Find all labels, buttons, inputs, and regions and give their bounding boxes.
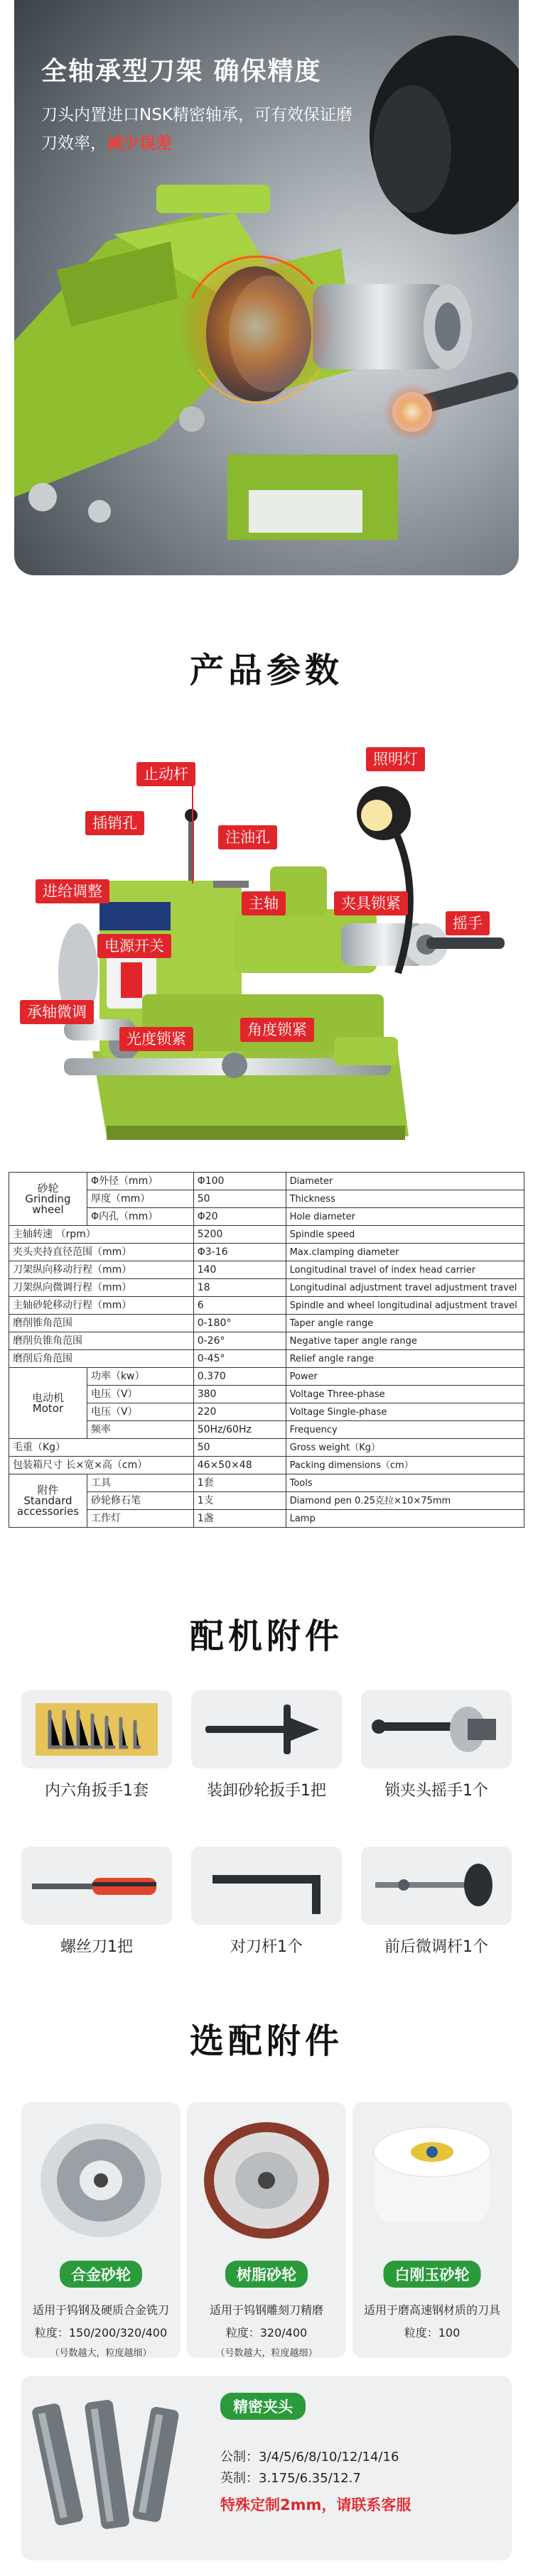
spec-value: 6 <box>193 1297 286 1315</box>
spec-value: 50 <box>193 1190 286 1208</box>
spec-value: 50 <box>193 1439 286 1457</box>
spec-value: 1套 <box>193 1474 286 1492</box>
hero-desc-highlight: 减少误差 <box>107 134 172 153</box>
spec-label: 刀架纵向移动行程（mm） <box>9 1261 194 1279</box>
spec-value: 140 <box>193 1261 286 1279</box>
optional-badge: 合金砂轮 <box>60 2261 142 2288</box>
callout-spindle: 主轴 <box>242 891 286 915</box>
spec-name: 工作灯 <box>87 1510 193 1528</box>
spec-name: 电压（V） <box>87 1386 193 1403</box>
spec-en: Diamond pen 0.25克拉×10×75mm <box>286 1492 524 1510</box>
spec-label: 磨削锥角范围 <box>9 1315 194 1332</box>
table-row <box>9 1261 524 1279</box>
spec-label: 磨削后角范围 <box>9 1350 194 1368</box>
spec-table <box>9 1172 524 1528</box>
spec-en: Thickness <box>286 1190 524 1208</box>
spec-name: 厚度（mm） <box>87 1190 193 1208</box>
spec-value: Φ20 <box>193 1208 286 1226</box>
collet-imperial: 英制：3.175/6.35/12.7 <box>220 2471 361 2486</box>
callout-crank: 摇手 <box>446 911 490 935</box>
spec-value: 5200 <box>193 1226 286 1244</box>
table-row <box>9 1332 524 1350</box>
spec-value: 380 <box>193 1386 286 1403</box>
accessory-label: 对刀杆1个 <box>230 1938 303 1956</box>
spec-name: 砂轮修石笔 <box>87 1492 193 1510</box>
table-row <box>9 1439 524 1457</box>
table-row <box>9 1297 524 1315</box>
spec-label: 刀架纵向微调行程（mm） <box>9 1279 194 1297</box>
optional-note: （号数越大，粒度越细） <box>50 2348 152 2359</box>
spec-value: 0.370 <box>193 1368 286 1386</box>
callout-power-switch: 电源开关 <box>97 934 171 958</box>
optional-card-alloy-wheel <box>21 2102 181 2358</box>
spec-en: Lamp <box>286 1510 524 1528</box>
spec-en: Relief angle range <box>286 1350 524 1368</box>
callout-pin-hole: 插销孔 <box>85 811 144 835</box>
spec-name: 电压（V） <box>87 1403 193 1421</box>
spec-value: 0-180° <box>193 1315 286 1332</box>
spec-name: 工具 <box>87 1474 193 1492</box>
table-row <box>9 1173 524 1190</box>
hero-description <box>41 101 354 158</box>
spec-value: Φ3-16 <box>193 1244 286 1261</box>
spec-category: 砂轮 Grinding wheel <box>9 1173 87 1226</box>
table-row <box>9 1315 524 1332</box>
optional-card-resin-wheel <box>187 2102 346 2358</box>
spec-name: Φ外径（mm） <box>87 1173 193 1190</box>
spec-en: Power <box>286 1368 524 1386</box>
spec-en: Gross weight（Kg） <box>286 1439 524 1457</box>
accessory-image-micro-rod <box>361 1847 512 1925</box>
spec-value: 46×50×48 <box>193 1457 286 1474</box>
spec-value: 220 <box>193 1403 286 1421</box>
table-row <box>9 1457 524 1474</box>
accessory-label: 前后微调杆1个 <box>384 1938 488 1956</box>
spec-label: 包装箱尺寸 长×宽×高（cm） <box>9 1457 194 1474</box>
hero-desc-main: 刀头内置进口NSK精密轴承，可有效保证磨刀效率， <box>41 106 352 153</box>
hex-wrench-icon <box>21 1690 172 1768</box>
spec-en: Frequency <box>286 1421 524 1439</box>
spec-category: 附件 Standard accessories <box>9 1474 87 1528</box>
table-row <box>9 1474 524 1492</box>
callout-feed-adjust: 进给调整 <box>36 879 109 903</box>
accessories-title: 配机附件 <box>189 1616 343 1656</box>
setting-rod-icon <box>191 1847 342 1925</box>
callout-oil-hole: 注油孔 <box>218 825 277 849</box>
accessory-image-chuck-crank <box>361 1690 512 1768</box>
spec-value: 1盏 <box>193 1510 286 1528</box>
spec-label: 主轴转速 （rpm） <box>9 1226 194 1244</box>
optional-badge: 树脂砂轮 <box>225 2261 308 2288</box>
optional-title: 选配附件 <box>189 2021 343 2061</box>
white-wheel-icon <box>352 2102 512 2244</box>
accessory-image-hex-wrench <box>21 1690 172 1768</box>
spec-label: 主轴砂轮移动行程（mm） <box>9 1297 194 1315</box>
spec-value: 1支 <box>193 1492 286 1510</box>
collet-badge: 精密夹头 <box>220 2393 306 2420</box>
spec-value: Φ100 <box>193 1173 286 1190</box>
table-row <box>9 1368 524 1386</box>
accessory-image-screwdriver <box>21 1847 172 1925</box>
hero-section <box>0 0 533 589</box>
spec-label: 磨削负锥角范围 <box>9 1332 194 1350</box>
optional-desc: 适用于钨钢及硬质合金铣刀 <box>32 2303 169 2317</box>
spec-label: 毛重（Kg） <box>9 1439 194 1457</box>
callout-chuck-lock: 夹具锁紧 <box>334 891 408 915</box>
optional-desc: 适用于磨高速钢材质的刀具 <box>363 2303 500 2317</box>
spec-en: Voltage Single-phase <box>286 1403 524 1421</box>
spec-en: Packing dimensions（cm） <box>286 1457 524 1474</box>
optional-grain: 粒度：150/200/320/400 <box>34 2326 168 2339</box>
table-row <box>9 1350 524 1368</box>
accessory-label: 内六角扳手1套 <box>45 1782 149 1800</box>
spec-en: Taper angle range <box>286 1315 524 1332</box>
spec-label: 夹头夹持直径范围（mm） <box>9 1244 194 1261</box>
spec-name: 功率（kw） <box>87 1368 193 1386</box>
table-row <box>9 1244 524 1261</box>
spec-en: Hole diameter <box>286 1208 524 1226</box>
optional-card-white-wheel <box>352 2102 512 2358</box>
callout-line <box>192 784 193 884</box>
callout-shaft-micro: 承轴微调 <box>20 1000 94 1024</box>
collet-metric: 公制：3/4/5/6/8/10/12/14/16 <box>220 2450 399 2464</box>
spec-en: Spindle and wheel longitudinal adjustment travel <box>286 1297 524 1315</box>
spec-en: Longitudinal travel of index head carrier <box>286 1261 524 1279</box>
collet-custom: 特殊定制2mm，请联系客服 <box>220 2496 411 2513</box>
grinder-machine-illustration <box>0 739 533 1165</box>
accessory-image-setting-rod <box>191 1847 342 1925</box>
callout-stop-lever: 止动杆 <box>136 762 195 786</box>
spec-en: Tools <box>286 1474 524 1492</box>
spec-en: Voltage Three-phase <box>286 1386 524 1403</box>
table-row <box>9 1279 524 1297</box>
spec-value: 0-26° <box>193 1332 286 1350</box>
spec-en: Spindle speed <box>286 1226 524 1244</box>
spec-en: Diameter <box>286 1173 524 1190</box>
screwdriver-icon <box>21 1847 172 1925</box>
optional-note: （号数越大，粒度越细） <box>215 2348 318 2359</box>
spec-value: 0-45° <box>193 1350 286 1368</box>
optional-badge: 白刚玉砂轮 <box>384 2261 481 2288</box>
callout-rod-lock: 光度锁紧 <box>119 1027 193 1051</box>
params-title: 产品参数 <box>189 651 343 690</box>
optional-desc: 适用于钨钢雕刻刀精磨 <box>209 2303 323 2317</box>
accessory-label: 锁夹头摇手1个 <box>384 1782 488 1800</box>
table-row <box>9 1226 524 1244</box>
callout-lamp: 照明灯 <box>366 747 425 771</box>
spec-value: 18 <box>193 1279 286 1297</box>
wheel-wrench-icon <box>191 1690 342 1768</box>
callout-angle-lock: 角度锁紧 <box>240 1018 314 1042</box>
accessory-label: 装卸砂轮扳手1把 <box>207 1782 326 1800</box>
hero-title: 全轴承型刀架 确保精度 <box>41 57 322 86</box>
alloy-wheel-icon <box>21 2102 181 2244</box>
spec-value: 50Hz/60Hz <box>193 1421 286 1439</box>
spec-name: 频率 <box>87 1421 193 1439</box>
resin-wheel-icon <box>187 2102 346 2244</box>
accessory-image-wheel-wrench <box>191 1690 342 1768</box>
chuck-crank-icon <box>361 1690 512 1768</box>
spec-name: Φ内孔（mm） <box>87 1208 193 1226</box>
spec-en: Negative taper angle range <box>286 1332 524 1350</box>
optional-grain: 粒度：100 <box>404 2326 461 2339</box>
collet-icon <box>28 2390 192 2546</box>
collet-panel <box>21 2376 512 2560</box>
optional-grain: 粒度：320/400 <box>225 2326 308 2339</box>
spec-en: Longitudinal adjustment travel adjustment travel <box>286 1279 524 1297</box>
micro-rod-icon <box>361 1847 512 1925</box>
accessory-label: 螺丝刀1把 <box>60 1938 133 1956</box>
spec-category: 电动机 Motor <box>9 1368 87 1439</box>
spec-en: Max.clamping diameter <box>286 1244 524 1261</box>
